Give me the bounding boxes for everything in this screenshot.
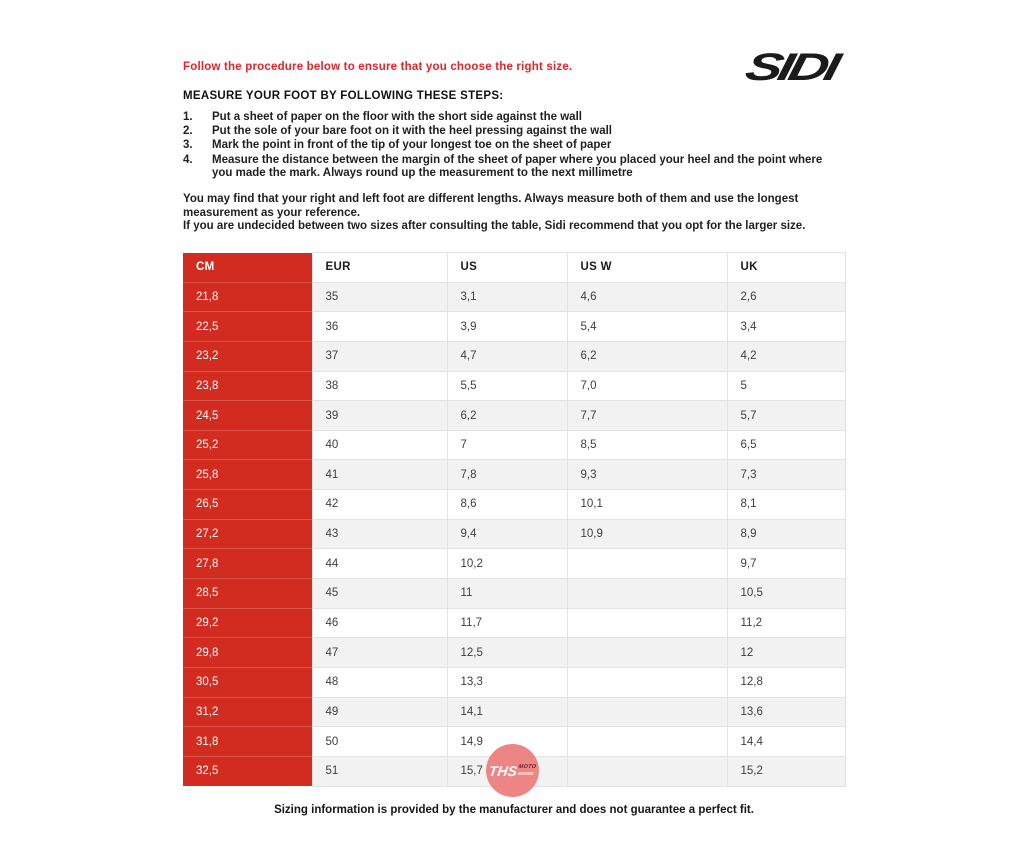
step-number: 1. [183, 111, 193, 123]
size-cell-eur: 40 [312, 430, 447, 460]
step-item [183, 154, 838, 181]
size-cell-uk: 7,3 [727, 460, 845, 490]
size-cell-us: 8,6 [447, 490, 567, 520]
size-cell-us: 12,5 [447, 638, 567, 668]
size-cell-usw: 7,0 [567, 371, 727, 401]
size-cell-cm: 32,5 [183, 756, 312, 786]
size-cell-cm: 23,2 [183, 341, 312, 371]
size-cell-uk: 5 [727, 371, 845, 401]
size-cell-uk: 4,2 [727, 341, 845, 371]
measuring-notes [183, 193, 851, 234]
size-cell-uk: 14,4 [727, 727, 845, 757]
size-cell-us: 7,8 [447, 460, 567, 490]
size-cell-cm: 29,8 [183, 638, 312, 668]
size-cell-uk: 9,7 [727, 549, 845, 579]
size-cell-cm: 21,8 [183, 282, 312, 312]
size-cell-eur: 48 [312, 667, 447, 697]
size-cell-usw: 9,3 [567, 460, 727, 490]
size-cell-cm: 22,5 [183, 312, 312, 342]
watermark-moto-text: MOTO [518, 763, 537, 770]
size-row [183, 638, 845, 668]
size-cell-cm: 27,8 [183, 549, 312, 579]
size-cell-cm: 29,2 [183, 608, 312, 638]
column-header-eur: EUR [312, 253, 447, 283]
size-cell-us: 3,9 [447, 312, 567, 342]
size-cell-eur: 46 [312, 608, 447, 638]
size-cell-usw: 7,7 [567, 401, 727, 431]
step-number: 4. [183, 153, 193, 166]
size-cell-uk: 15,2 [727, 756, 845, 786]
size-cell-usw [567, 549, 727, 579]
size-cell-us: 13,3 [447, 667, 567, 697]
size-cell-us: 10,2 [447, 549, 567, 579]
size-cell-uk: 6,5 [727, 430, 845, 460]
size-cell-usw: 10,9 [567, 519, 727, 549]
size-cell-usw: 10,1 [567, 490, 727, 520]
size-cell-usw: 8,5 [567, 430, 727, 460]
size-cell-usw [567, 667, 727, 697]
column-header-us: US [447, 253, 567, 283]
size-cell-us: 11,7 [447, 608, 567, 638]
size-cell-cm: 25,8 [183, 460, 312, 490]
ths-moto-watermark [486, 744, 539, 797]
step-item [183, 111, 838, 124]
size-row [183, 341, 845, 371]
column-header-usw: US W [567, 253, 727, 283]
size-cell-uk: 3,4 [727, 312, 845, 342]
size-row [183, 519, 845, 549]
size-row [183, 697, 845, 727]
size-cell-us: 7 [447, 430, 567, 460]
column-header-cm: CM [183, 253, 312, 283]
size-cell-eur: 44 [312, 549, 447, 579]
step-item [183, 139, 838, 152]
size-cell-uk: 8,9 [727, 519, 845, 549]
size-cell-cm: 30,5 [183, 667, 312, 697]
size-cell-eur: 43 [312, 519, 447, 549]
size-cell-uk: 8,1 [727, 490, 845, 520]
manufacturer-disclaimer: Sizing information is provided by the manufacturer and does not guarantee a perfect fit. [274, 804, 754, 816]
size-cell-cm: 25,2 [183, 430, 312, 460]
column-header-uk: UK [727, 253, 845, 283]
size-cell-uk: 2,6 [727, 282, 845, 312]
step-number: 3. [183, 139, 193, 152]
steps-heading: MEASURE YOUR FOOT BY FOLLOWING THESE STEPS: [183, 90, 504, 102]
size-cell-usw [567, 756, 727, 786]
size-table-header-row [183, 253, 845, 283]
size-cell-eur: 38 [312, 371, 447, 401]
watermark-sub-bar [518, 771, 534, 774]
size-cell-us: 11 [447, 579, 567, 609]
size-cell-usw [567, 638, 727, 668]
size-cell-usw [567, 697, 727, 727]
size-row [183, 667, 845, 697]
size-row [183, 490, 845, 520]
measuring-steps-list [183, 111, 838, 181]
size-cell-usw [567, 727, 727, 757]
step-text: Mark the point in front of the tip of your longest toe on the sheet of paper [212, 139, 612, 152]
size-cell-us: 3,1 [447, 282, 567, 312]
size-cell-uk: 11,2 [727, 608, 845, 638]
step-text: Measure the distance between the margin of the sheet of paper where you placed your heel and the point where you made the mark. Always round up the measurement to the next millimetre [212, 153, 823, 180]
size-cell-usw: 4,6 [567, 282, 727, 312]
size-cell-us: 5,5 [447, 371, 567, 401]
size-cell-usw: 6,2 [567, 341, 727, 371]
size-row [183, 430, 845, 460]
step-item [183, 125, 838, 138]
size-row [183, 312, 845, 342]
size-cell-us: 9,4 [447, 519, 567, 549]
size-cell-eur: 50 [312, 727, 447, 757]
step-number: 2. [183, 125, 193, 138]
size-cell-us: 14,1 [447, 697, 567, 727]
size-cell-eur: 42 [312, 490, 447, 520]
size-cell-us: 6,2 [447, 401, 567, 431]
size-cell-cm: 23,8 [183, 371, 312, 401]
size-cell-us: 15,7 [447, 756, 567, 786]
size-cell-usw: 5,4 [567, 312, 727, 342]
size-row [183, 579, 845, 609]
size-cell-uk: 12,8 [727, 667, 845, 697]
size-cell-uk: 10,5 [727, 579, 845, 609]
size-table-body [183, 282, 845, 786]
size-conversion-table [183, 252, 846, 787]
size-cell-cm: 26,5 [183, 490, 312, 520]
size-cell-eur: 41 [312, 460, 447, 490]
size-cell-usw [567, 579, 727, 609]
size-cell-eur: 49 [312, 697, 447, 727]
size-cell-eur: 37 [312, 341, 447, 371]
note-both-feet: You may find that your right and left foot are different lengths. Always measure both of them and use the longest measurement as your reference. [183, 193, 799, 219]
size-cell-uk: 13,6 [727, 697, 845, 727]
size-cell-uk: 12 [727, 638, 845, 668]
size-row [183, 282, 845, 312]
size-cell-cm: 28,5 [183, 579, 312, 609]
size-cell-usw [567, 608, 727, 638]
step-text: Put a sheet of paper on the floor with the short side against the wall [212, 111, 582, 123]
size-table-header [183, 253, 845, 283]
ths-moto-logo [488, 764, 537, 778]
size-row [183, 608, 845, 638]
size-cell-eur: 39 [312, 401, 447, 431]
watermark-ths-text: THS [488, 762, 519, 779]
size-row [183, 401, 845, 431]
note-larger-size: If you are undecided between two sizes after consulting the table, Sidi recommend that you opt for the larger size. [183, 220, 806, 233]
size-cell-eur: 36 [312, 312, 447, 342]
size-cell-uk: 5,7 [727, 401, 845, 431]
size-cell-cm: 31,2 [183, 697, 312, 727]
size-cell-cm: 31,8 [183, 727, 312, 757]
size-cell-us: 14,9 [447, 727, 567, 757]
size-row [183, 460, 845, 490]
size-cell-cm: 24,5 [183, 401, 312, 431]
size-cell-eur: 35 [312, 282, 447, 312]
size-row [183, 549, 845, 579]
step-text: Put the sole of your bare foot on it with the heel pressing against the wall [212, 125, 612, 138]
intro-instruction: Follow the procedure below to ensure that you choose the right size. [183, 61, 573, 73]
size-cell-us: 4,7 [447, 341, 567, 371]
size-cell-cm: 27,2 [183, 519, 312, 549]
size-cell-eur: 47 [312, 638, 447, 668]
size-cell-eur: 45 [312, 579, 447, 609]
size-cell-eur: 51 [312, 756, 447, 786]
sidi-logo: SIDI [741, 44, 841, 88]
size-row [183, 371, 845, 401]
